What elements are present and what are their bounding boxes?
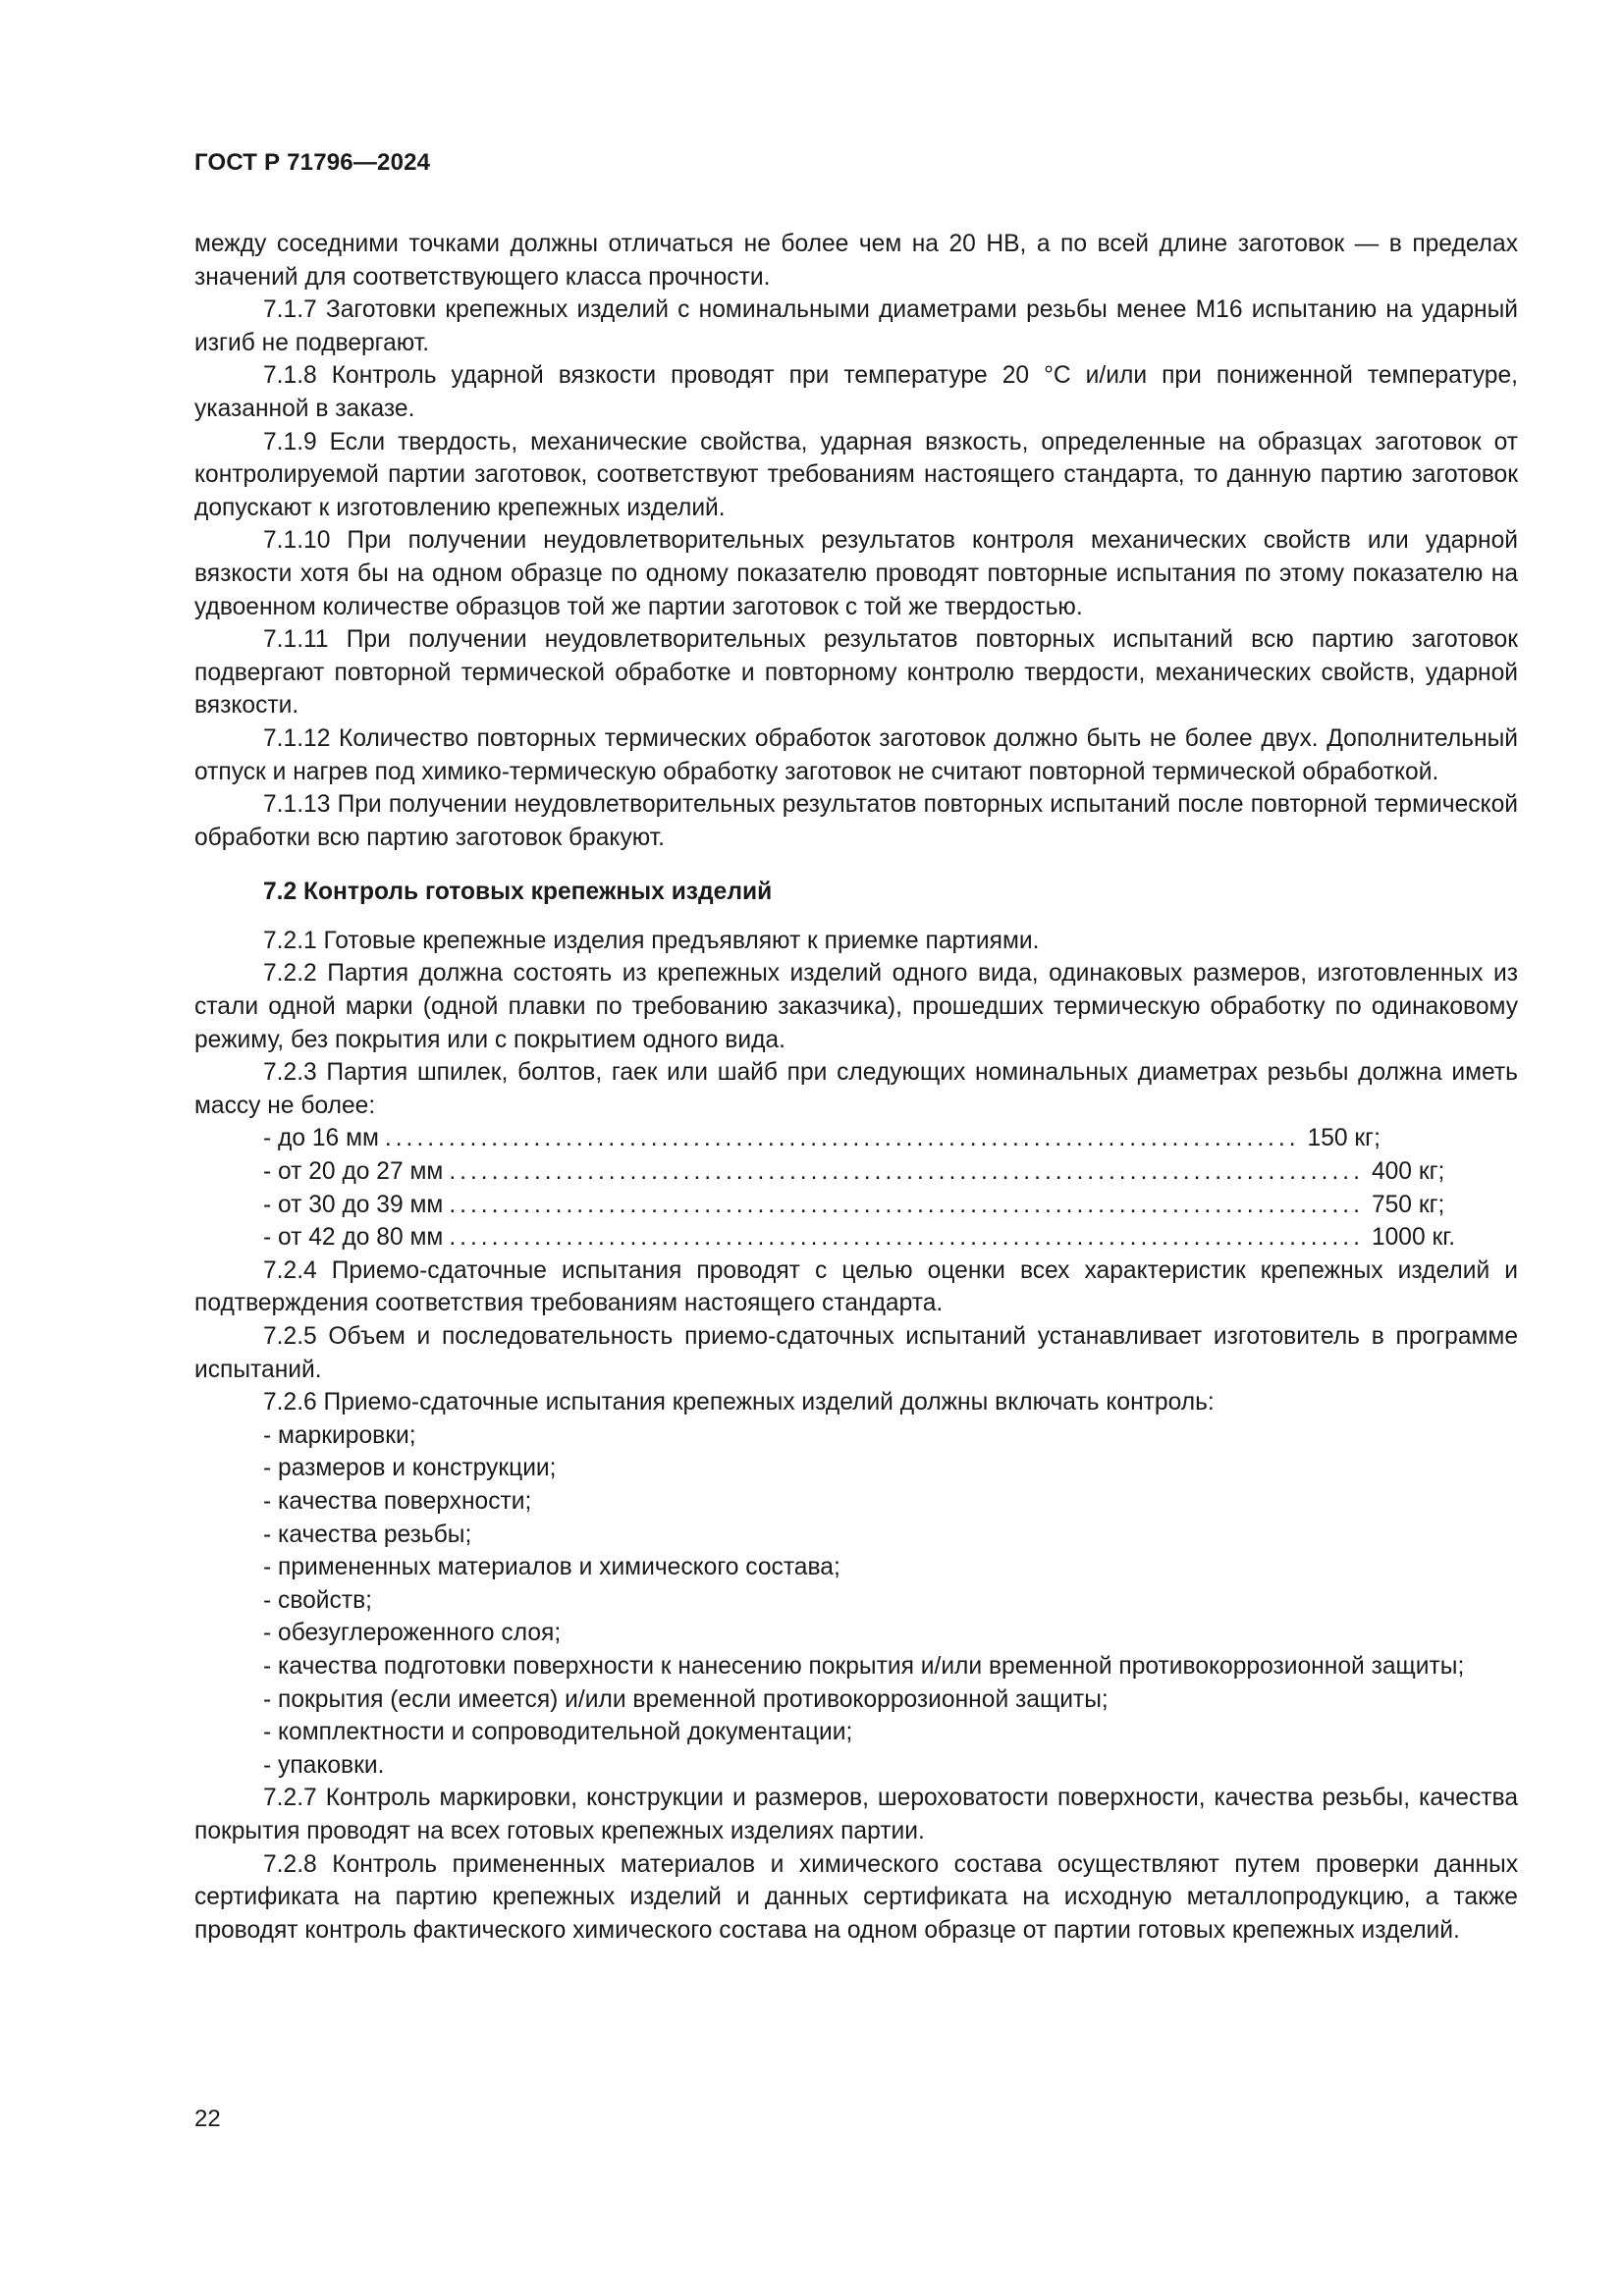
paragraph-7-1-10: 7.1.10 При получении неудовлетворительных результатов контроля механических свойств или ударной вязкости хотя бы на одном образце по одному показателю проводят повторные испытания по этому показателю на удвоенном количестве образцов той же партии заготовок с той же твердостью. [194,527,1518,620]
paragraph-7-1-11: 7.1.11 При получении неудовлетворительных результатов повторных испытаний всю партию заготовок подвергают повторной термической обработке и повторному контролю твердости, механических свойств, ударной вязкости. [194,626,1518,720]
mass-list-item [194,1221,1456,1255]
leader-dots: ...................................................................................... [449,1158,1364,1186]
control-list-item: - размеров и конструкции; [263,1455,557,1482]
paragraph-7-2-6: 7.2.6 Приемо-сдаточные испытания крепежных изделий должны включать контроль: [263,1389,1215,1416]
paragraph-7-1-8: 7.1.8 Контроль ударной вязкости проводят при температуре 20 °С и/или при пониженной температуре, указанной в заказе. [194,362,1518,422]
document-header: ГОСТ Р 71796—2024 [194,149,431,176]
section-heading: 7.2 Контроль готовых крепежных изделий [263,879,773,906]
leader-dots: ...................................................................................... [449,1191,1364,1218]
control-list-item: - качества подготовки поверхности к нанесению покрытия и/или временной противокоррозионной защиты; [263,1652,1465,1680]
paragraph-7-2-8: 7.2.8 Контроль примененных материалов и химического состава осуществляют путем проверки данных сертификата на партию крепежных изделий и данных сертификата на исходную металлопродукцию, а также проводят контроль фактического химического состава на одном образце от партии готовых крепежных изделий. [194,1850,1518,1944]
mass-list-value: 750 кг; [1371,1191,1445,1218]
paragraph-7-2-2: 7.2.2 Партия должна состоять из крепежных изделий одного вида, одинаковых размеров, изготовленных из стали одной марки (одной плавки по требованию заказчика), прошедших термическую обработку по одинаковому режиму, без покрытия или с покрытием одного вида. [194,960,1518,1053]
paragraph-7-1-9: 7.1.9 Если твердость, механические свойства, ударная вязкость, определенные на образцах заготовок от контролируемой партии заготовок, соответствуют требованиям настоящего стандарта, то данную партию заготовок допускают к изготовлению крепежных изделий. [194,428,1518,521]
mass-list-item [194,1122,1380,1155]
control-list-item: - комплектности и сопроводительной документации; [263,1719,853,1746]
control-list-item: - качества резьбы; [263,1521,472,1548]
mass-list-value: 150 кг; [1307,1125,1380,1152]
page-number: 22 [194,2106,221,2132]
paragraph-7-1-12: 7.1.12 Количество повторных термических обработок заготовок должно быть не более двух. Дополнительный отпуск и нагрев под химико-термическую обработку заготовок не считают повторной термической обработкой. [194,724,1518,785]
paragraph-7-2-3: 7.2.3 Партия шпилек, болтов, гаек или шайб при следующих номинальных диаметрах резьбы должна иметь массу не более: [194,1059,1518,1119]
paragraph-7-1-13: 7.1.13 При получении неудовлетворительных результатов повторных испытаний после повторной термической обработки всю партию заготовок бракуют. [194,791,1518,851]
mass-list-label: - от 30 до 39 мм [263,1191,444,1218]
control-list-item: - качества поверхности; [263,1487,532,1515]
paragraph-7-2-4: 7.2.4 Приемо-сдаточные испытания проводят с целью оценки всех характеристик крепежных изделий и подтверждения соответствия требованиям настоящего стандарта. [194,1256,1518,1317]
paragraph-continuation: между соседними точками должны отличаться не более чем на 20 НВ, а по всей длине заготовок — в пределах значений для соответствующего класса прочности. [194,231,1518,291]
control-list-item: - примененных материалов и химического состава; [263,1554,840,1581]
mass-list-label: - до 16 мм [263,1125,379,1152]
document-body [194,228,1518,1947]
paragraph-7-1-7: 7.1.7 Заготовки крепежных изделий с номинальными диаметрами резьбы менее М16 испытанию на ударный изгиб не подвергают. [194,296,1518,356]
leader-dots: ...................................................................................... [384,1125,1300,1152]
mass-list-value: 400 кг; [1371,1158,1445,1186]
paragraph-7-2-7: 7.2.7 Контроль маркировки, конструкции и размеров, шероховатости поверхности, качества резьбы, качества покрытия проводят на всех готовых крепежных изделиях партии. [194,1785,1518,1844]
paragraph-7-2-1: 7.2.1 Готовые крепежные изделия предъявляют к приемке партиями. [263,927,1040,954]
control-list-item: - упаковки. [263,1751,385,1779]
control-list-item: - покрытия (если имеется) и/или временной противокоррозионной защиты; [263,1685,1109,1713]
mass-list-label: - от 20 до 27 мм [263,1158,444,1186]
control-list-item: - свойств; [263,1586,372,1614]
paragraph-7-2-5: 7.2.5 Объем и последовательность приемо-сдаточных испытаний устанавливает изготовитель в программе испытаний. [194,1323,1518,1383]
mass-list-value: 1000 кг. [1371,1224,1456,1252]
mass-list-item [194,1189,1445,1222]
mass-list-item [194,1155,1445,1189]
control-list-item: - маркировки; [263,1421,416,1449]
mass-list-label: - от 42 до 80 мм [263,1224,444,1252]
control-list-item: - обезуглероженного слоя; [263,1620,562,1647]
leader-dots: ...................................................................................... [449,1224,1364,1252]
